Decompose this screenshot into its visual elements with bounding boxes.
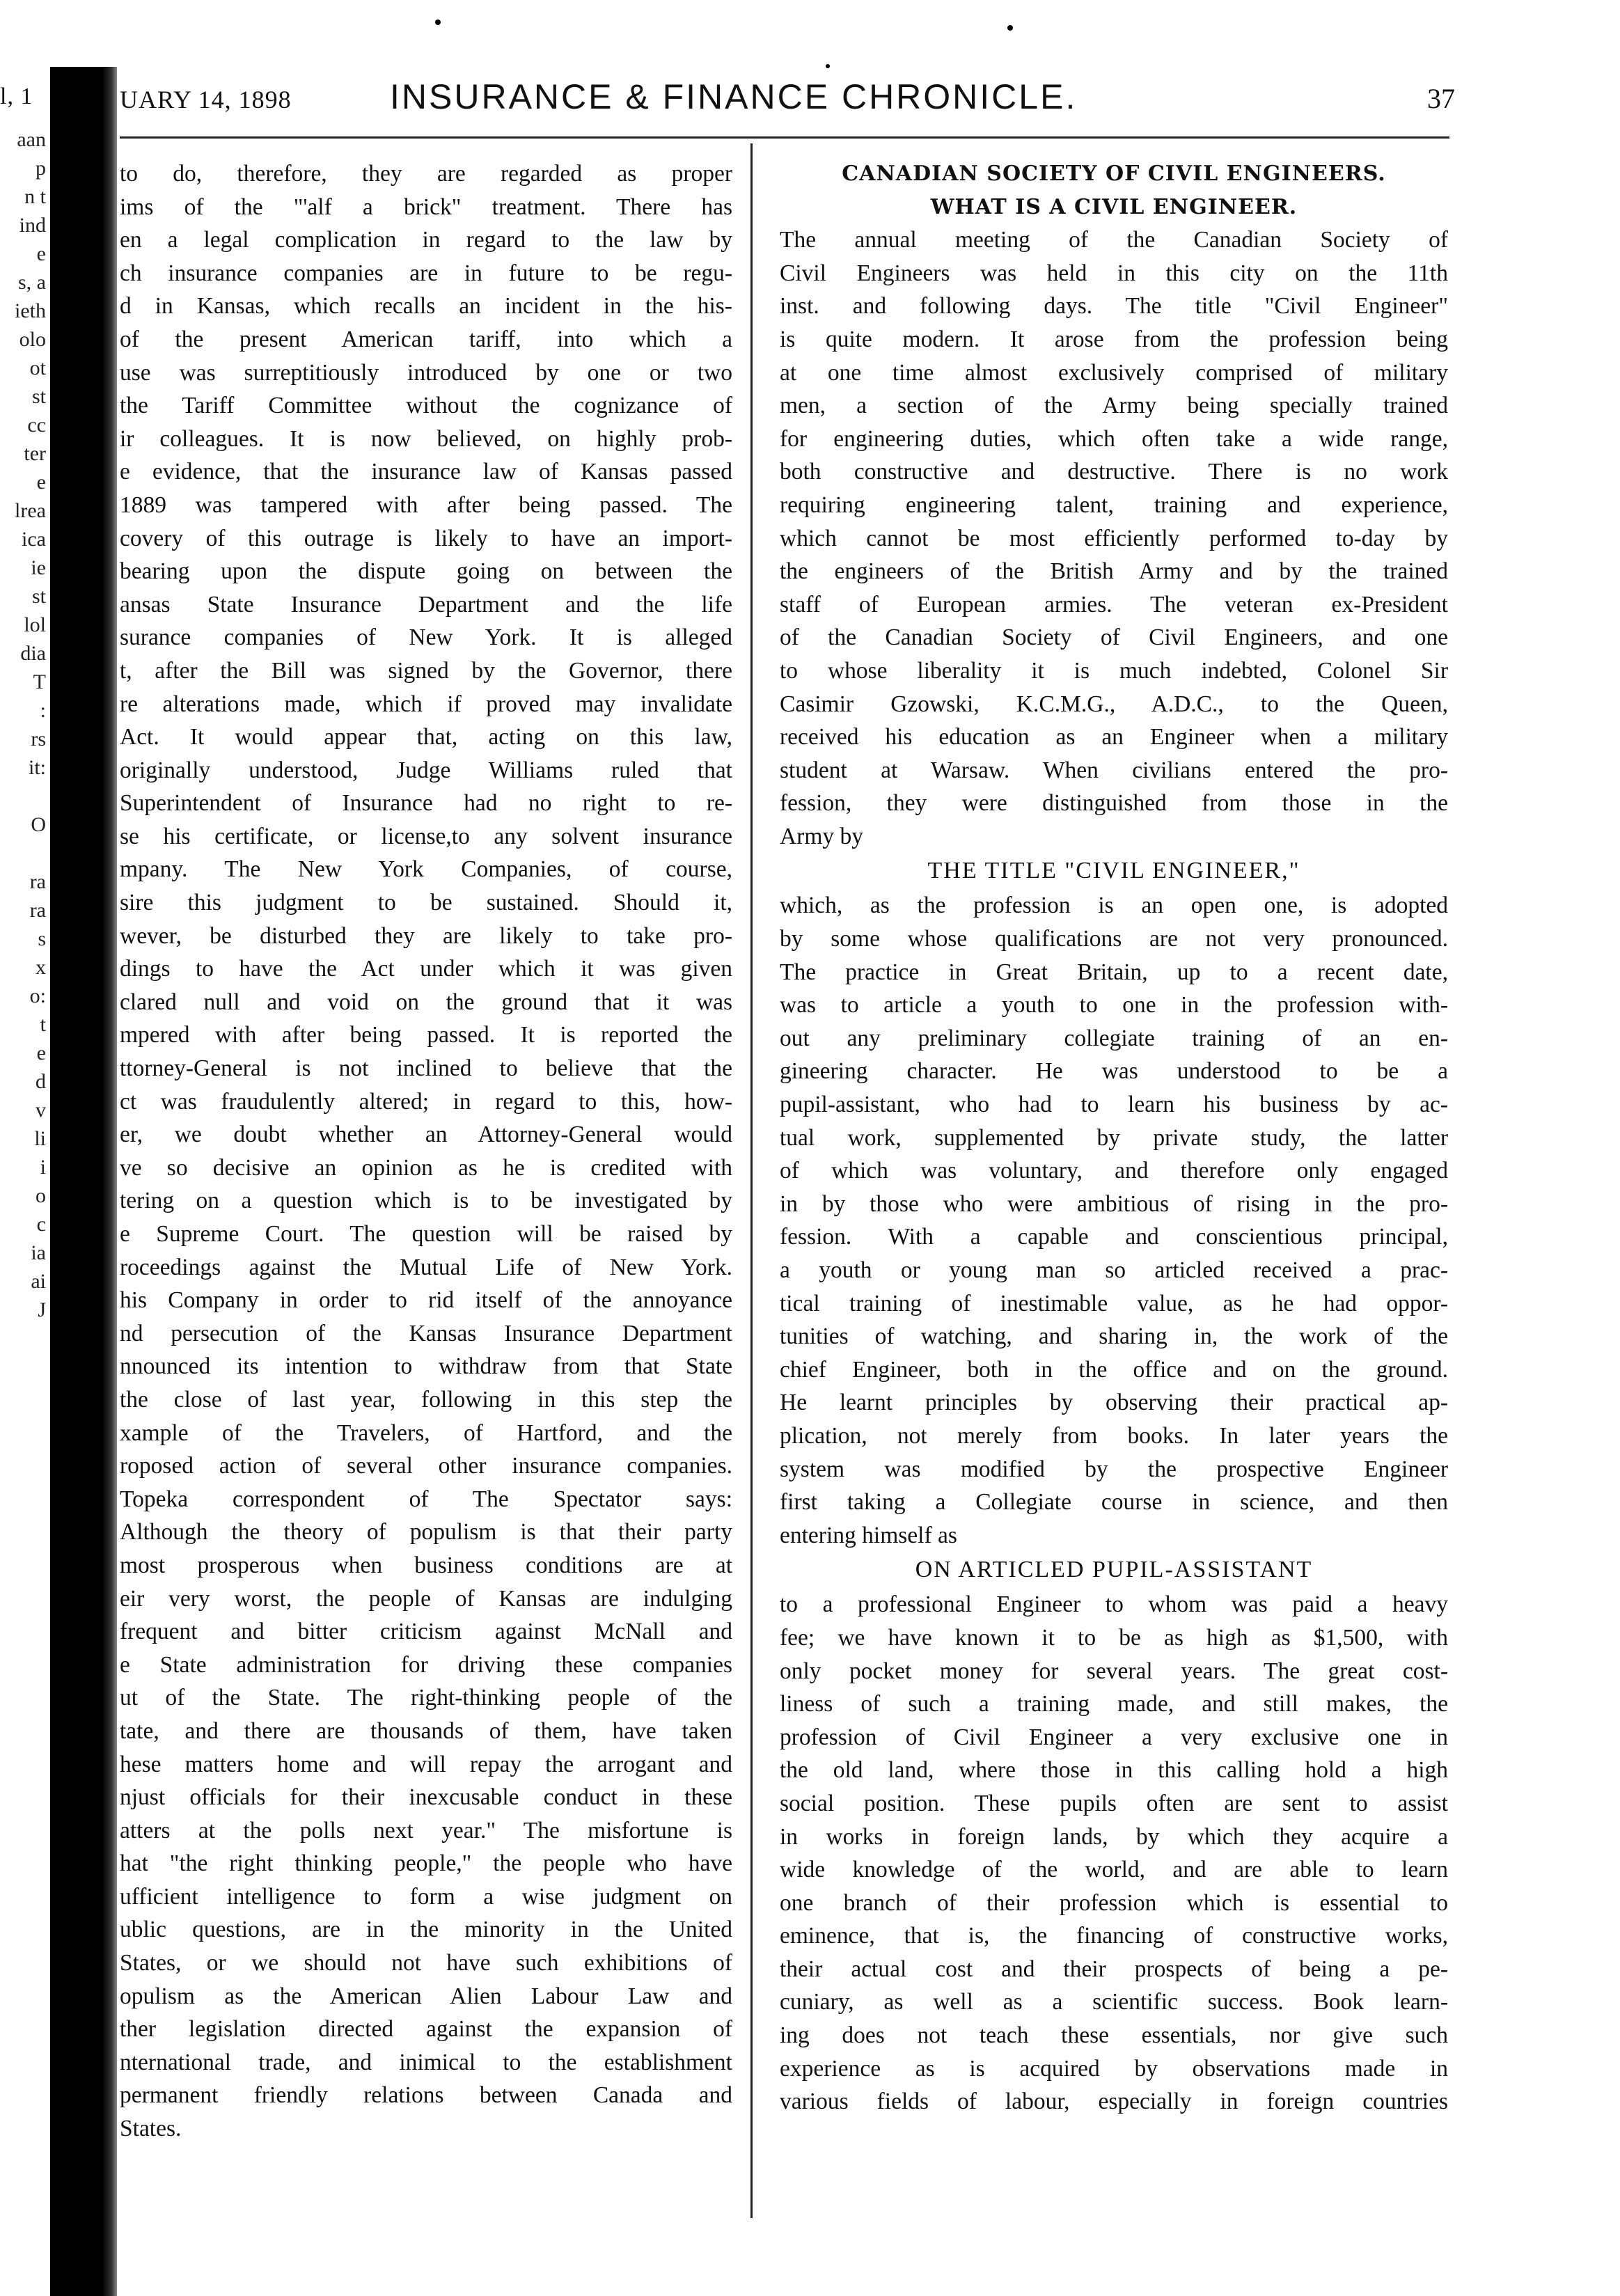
text-line: tual work, supplemented by private study, the latter <box>780 1124 1448 1151</box>
text-line: first taking a Collegiate course in science, and then <box>780 1489 1448 1516</box>
right-column <box>780 157 1448 2118</box>
margin-fragment: J <box>38 1298 46 1321</box>
text-line: use was surreptitiously introduced by one or two <box>120 359 732 386</box>
text-line: staff of European armies. The veteran ex-President <box>780 591 1448 618</box>
text-line: originally understood, Judge Williams ruled that <box>120 757 732 783</box>
text-line: system was modified by the prospective Engineer <box>780 1456 1448 1482</box>
text-line: 1889 was tampered with after being passed. The <box>120 492 732 518</box>
text-line: to a professional Engineer to whom was paid a heavy <box>780 1591 1448 1618</box>
text-line: to whose liberality it is much indebted, Colonel Sir <box>780 657 1448 684</box>
text-line: in works in foreign lands, by which they acquire a <box>780 1823 1448 1850</box>
text-line: eir very worst, the people of Kansas are indulging <box>120 1585 732 1612</box>
text-line: Superintendent of Insurance had no right to re- <box>120 790 732 817</box>
text-line: cuniary, as well as a scientific success. Book learn- <box>780 1989 1448 2015</box>
text-line: out any preliminary collegiate training of an en- <box>780 1025 1448 1051</box>
text-line: Although the theory of populism is that their party <box>120 1519 732 1546</box>
text-line: is quite modern. It arose from the profession being <box>780 326 1448 352</box>
text-line: mpered with after being passed. It is reported the <box>120 1022 732 1048</box>
margin-fragment: st <box>31 385 46 408</box>
text-line: fession, they were distinguished from those in the <box>780 790 1448 817</box>
text-line: e State administration for driving these companies <box>120 1651 732 1678</box>
margin-fragment: ind <box>19 214 46 237</box>
margin-fragment: ter <box>24 442 46 465</box>
text-line: wide knowledge of the world, and are able to learn <box>780 1857 1448 1883</box>
text-line: nd persecution of the Kansas Insurance Department <box>120 1320 732 1346</box>
text-line: atters at the polls next year." The misfortune is <box>120 1817 732 1843</box>
text-line: most prosperous when business conditions are at <box>120 1552 732 1578</box>
margin-fragment: x <box>36 956 46 979</box>
paragraph-2 <box>780 889 1448 1552</box>
text-line: the Tariff Committee without the cognizance of <box>120 393 732 419</box>
text-line: was to article a youth to one in the profession with- <box>780 992 1448 1019</box>
text-line: opulism as the American Alien Labour Law and <box>120 1983 732 2009</box>
margin-fragment: t <box>40 1013 46 1036</box>
margin-fragment <box>0 782 50 810</box>
margin-fragment: T <box>33 670 46 693</box>
text-line: surance companies of New York. It is alleged <box>120 624 732 651</box>
text-line: one branch of their profession which is essential to <box>780 1889 1448 1916</box>
scan-speck <box>826 64 830 68</box>
text-line: The practice in Great Britain, up to a recent date, <box>780 959 1448 985</box>
text-line: Army by <box>780 823 864 849</box>
text-line: tate, and there are thousands of them, have taken <box>120 1717 732 1744</box>
margin-fragment: aan <box>17 128 46 151</box>
text-line: clared null and void on the ground that it was <box>120 989 732 1015</box>
text-line: njust officials for their inexcusable conduct in these <box>120 1784 732 1811</box>
text-line: t, after the Bill was signed by the Governor, there <box>120 657 732 684</box>
margin-fragment: lrea <box>15 499 46 522</box>
text-line: of the present American tariff, into which a <box>120 326 732 352</box>
article-heading: CANADIAN SOCIETY OF CIVIL ENGINEERS. <box>842 162 1386 186</box>
text-line: nternational trade, and inimical to the establishment <box>120 2049 732 2075</box>
margin-fragment: ia <box>31 1241 46 1264</box>
margin-fragment: ra <box>29 870 46 893</box>
margin-fragment: olo <box>19 328 46 351</box>
text-line: chief Engineer, both in the office and on the ground. <box>780 1356 1448 1383</box>
header-left-fragment: l, 1 <box>0 84 33 109</box>
margin-fragment: rs <box>31 728 46 750</box>
text-line: men, a section of the Army being specially trained <box>780 393 1448 419</box>
text-line: sire this judgment to be sustained. Should it, <box>120 890 732 916</box>
text-line: Casimir Gzowski, K.C.M.G., A.D.C., to the Queen, <box>780 691 1448 717</box>
paragraph-1 <box>780 223 1448 853</box>
text-line: en a legal complication in regard to the law by <box>120 227 732 253</box>
text-line: ut of the State. The right-thinking people of the <box>120 1685 732 1711</box>
margin-fragment: o: <box>29 984 46 1007</box>
header-date: UARY 14, 1898 <box>120 86 292 113</box>
text-line: bearing upon the dispute going on between the <box>120 558 732 585</box>
margin-fragment: it: <box>28 756 46 779</box>
scan-speck <box>435 19 441 25</box>
text-line: xample of the Travelers, of Hartford, and the <box>120 1420 732 1446</box>
text-line: Act. It would appear that, acting on this law, <box>120 724 732 750</box>
margin-fragment: i <box>40 1156 46 1179</box>
text-line: by some whose qualifications are not very pronounced. <box>780 926 1448 952</box>
text-line: dings to have the Act under which it was given <box>120 956 732 982</box>
text-line: ve so decisive an opinion as he is credited with <box>120 1154 732 1181</box>
text-line: Topeka correspondent of The Spectator says: <box>120 1486 732 1512</box>
text-line: ansas State Insurance Department and the life <box>120 591 732 618</box>
margin-fragment: ai <box>31 1270 46 1293</box>
text-line: gineering character. He was understood to be a <box>780 1058 1448 1085</box>
text-line: tunities of watching, and sharing in, the work of the <box>780 1323 1448 1350</box>
margin-fragment: p <box>36 157 46 180</box>
text-line: Civil Engineers was held in this city on the 11th <box>780 260 1448 286</box>
text-line: ing does not teach these essentials, nor give such <box>780 2022 1448 2049</box>
margin-fragment: v <box>36 1099 46 1122</box>
text-line: pupil-assistant, who had to learn his business by ac- <box>780 1092 1448 1118</box>
margin-fragment: s, a <box>18 271 46 294</box>
text-line: requiring engineering talent, training and experience, <box>780 492 1448 518</box>
text-line: the old land, where those in this calling hold a high <box>780 1757 1448 1784</box>
text-line: permanent friendly relations between Canada and <box>120 2082 732 2109</box>
text-line: mpany. The New York Companies, of course, <box>120 856 732 883</box>
text-line: ch insurance companies are in future to be regu- <box>120 260 732 286</box>
section-subhead-pupil: ON ARTICLED PUPIL-ASSISTANT <box>915 1557 1313 1583</box>
text-line: The annual meeting of the Canadian Society of <box>780 227 1448 253</box>
text-line: tical training of inestimable value, as he had oppor- <box>780 1290 1448 1316</box>
margin-fragment: o <box>36 1184 46 1207</box>
text-line: States, or we should not have such exhibitions of <box>120 1950 732 1976</box>
text-line: his Company in order to rid itself of the annoyance <box>120 1287 732 1314</box>
text-line: the engineers of the British Army and by the trained <box>780 558 1448 585</box>
margin-fragment: cc <box>27 414 46 437</box>
text-line: ct was fraudulently altered; in regard to this, how- <box>120 1088 732 1115</box>
text-line: e evidence, that the insurance law of Kansas passed <box>120 459 732 485</box>
margin-fragment: ra <box>29 899 46 922</box>
left-column <box>120 157 732 2146</box>
text-line: ir colleagues. It is now believed, on highly prob- <box>120 425 732 452</box>
text-line: various fields of labour, especially in foreign countries <box>780 2089 1448 2115</box>
page-header <box>0 75 1620 131</box>
margin-fragment: st <box>31 585 46 608</box>
margin-fragment: ot <box>29 356 46 379</box>
text-line: liness of such a training made, and still makes, the <box>780 1691 1448 1717</box>
margin-fragment: n t <box>24 185 46 208</box>
text-line: fession. With a capable and conscientious principal, <box>780 1224 1448 1250</box>
text-line: at one time almost exclusively comprised of military <box>780 359 1448 386</box>
text-line: nnounced its intention to withdraw from that State <box>120 1353 732 1380</box>
text-line: a youth or young man so articled received a prac- <box>780 1257 1448 1283</box>
text-line: ther legislation directed against the expansion of <box>120 2016 732 2043</box>
text-line: in by those who were ambitious of rising in the pro- <box>780 1190 1448 1217</box>
text-line: d in Kansas, which recalls an incident in the his- <box>120 293 732 320</box>
page-number: 37 <box>1427 83 1455 114</box>
margin-fragment: dia <box>20 642 46 665</box>
text-line: ublic questions, are in the minority in the United <box>120 1917 732 1943</box>
margin-fragment <box>0 839 50 867</box>
text-line: hat "the right thinking people," the people who have <box>120 1850 732 1877</box>
margin-fragment: li <box>34 1127 46 1150</box>
section-subhead-title: THE TITLE "CIVIL ENGINEER," <box>927 858 1300 884</box>
header-rule <box>120 136 1449 139</box>
text-line: re alterations made, which if proved may invalidate <box>120 691 732 717</box>
text-line: of which was voluntary, and therefore only engaged <box>780 1158 1448 1184</box>
text-line: er, we doubt whether an Attorney-General would <box>120 1122 732 1148</box>
article-subheading: WHAT IS A CIVIL ENGINEER. <box>930 194 1298 219</box>
text-line: profession of Civil Engineer a very exclusive one in <box>780 1724 1448 1750</box>
scan-speck <box>1007 25 1013 31</box>
margin-fragment: c <box>36 1213 46 1236</box>
text-line: inst. and following days. The title "Civil Engineer" <box>780 293 1448 320</box>
text-line: eminence, that is, the financing of constructive works, <box>780 1923 1448 1949</box>
paragraph-3 <box>780 1588 1448 2118</box>
text-line: covery of this outrage is likely to have an import- <box>120 525 732 551</box>
margin-fragment: : <box>40 699 46 722</box>
text-line: hese matters home and will repay the arrogant and <box>120 1751 732 1777</box>
text-line: student at Warsaw. When civilians entered the pro- <box>780 757 1448 783</box>
text-line: only pocket money for several years. The great cost- <box>780 1658 1448 1684</box>
text-line: tering on a question which is to be investigated by <box>120 1188 732 1214</box>
margin-fragment: d <box>36 1070 46 1093</box>
text-line: He learnt principles by observing their practical ap- <box>780 1390 1448 1416</box>
text-line: ims of the "'alf a brick" treatment. There has <box>120 194 732 220</box>
text-line: plication, not merely from books. In later years the <box>780 1422 1448 1449</box>
binding-shadow <box>50 67 117 2296</box>
left-margin-fragments <box>0 125 50 2144</box>
margin-fragment: e <box>36 242 46 265</box>
text-line: fee; we have known it to be as high as $1,500, with <box>780 1624 1448 1651</box>
text-line: States. <box>120 2116 182 2142</box>
text-line: experience as is acquired by observations made in <box>780 2055 1448 2082</box>
text-line: their actual cost and their prospects of being a pe- <box>780 1956 1448 1982</box>
margin-fragment: s <box>38 927 46 950</box>
text-line: of the Canadian Society of Civil Engineers, and one <box>780 624 1448 651</box>
text-line: se his certificate, or license,to any solvent insurance <box>120 823 732 849</box>
margin-fragment: lol <box>24 613 46 636</box>
text-line: which, as the profession is an open one, is adopted <box>780 893 1448 919</box>
margin-fragment: O <box>31 813 46 836</box>
margin-fragment: e <box>36 471 46 494</box>
column-divider <box>750 143 753 2218</box>
text-line: which cannot be most efficiently performed to-day by <box>780 525 1448 551</box>
text-line: received his education as an Engineer when a military <box>780 724 1448 750</box>
text-line: ttorney-General is not inclined to believe that the <box>120 1055 732 1082</box>
margin-fragment: ica <box>22 528 46 551</box>
text-line: e Supreme Court. The question will be raised by <box>120 1221 732 1247</box>
margin-fragment: ieth <box>15 299 46 322</box>
text-line: to do, therefore, they are regarded as proper <box>120 161 732 187</box>
margin-fragment: e <box>36 1041 46 1064</box>
margin-fragment: ie <box>31 556 46 579</box>
text-line: entering himself as <box>780 1522 957 1548</box>
text-line: both constructive and destructive. There is no work <box>780 459 1448 485</box>
text-line: ufficient intelligence to form a wise judgment on <box>120 1883 732 1910</box>
text-line: social position. These pupils often are sent to assist <box>780 1790 1448 1816</box>
text-line: for engineering duties, which often take a wide range, <box>780 425 1448 452</box>
text-line: the close of last year, following in this step the <box>120 1386 732 1413</box>
text-line: roposed action of several other insurance companies. <box>120 1453 732 1479</box>
text-line: frequent and bitter criticism against McNall and <box>120 1619 732 1645</box>
text-line: roceedings against the Mutual Life of New York. <box>120 1254 732 1280</box>
text-line: wever, be disturbed they are likely to take pro- <box>120 922 732 949</box>
publication-title: INSURANCE & FINANCE CHRONICLE. <box>390 77 1078 116</box>
